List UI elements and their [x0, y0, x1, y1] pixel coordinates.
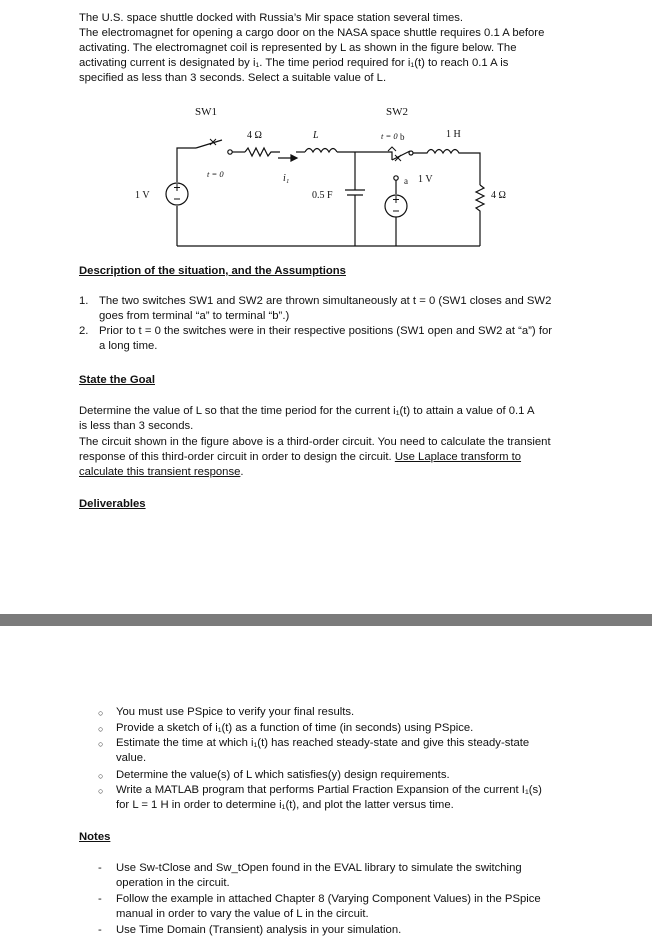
goal-line-link: calculate this transient response.: [79, 466, 244, 478]
deliverable-line: for L = 1 H in order to determine i₁(t), and plot the latter versus time.: [116, 799, 454, 811]
sw1-label: SW1: [195, 106, 217, 118]
inductor-l-label: L: [313, 130, 319, 141]
deliverable-line: Determine the value(s) of L which satisfies(y) design requirements.: [116, 769, 450, 781]
sw2-label: SW2: [386, 106, 408, 118]
item-number: 1.: [79, 295, 89, 307]
intro-line: The electromagnet for opening a cargo door on the NASA space shuttle requires 0.1 A before: [79, 27, 545, 39]
terminal-a-label: a: [404, 176, 408, 186]
current-label: i₁: [283, 173, 290, 184]
note-line: Use Time Domain (Transient) analysis in your simulation.: [116, 924, 402, 936]
voltage-source-1: [166, 183, 188, 205]
arrow-head: [291, 155, 297, 161]
inductor-l: [305, 149, 337, 153]
intro-line: The U.S. space shuttle docked with Russia’s Mir space station several times.: [79, 12, 464, 24]
v1-label: 1 V: [135, 190, 150, 201]
capacitor: [345, 190, 365, 195]
intro-line: activating current is designated by i₁. The time period required for i₁(t) to reach 0.1 A is: [79, 57, 509, 69]
deliverables-heading: Deliverables: [79, 498, 146, 510]
resistor-r2: [476, 185, 484, 246]
item-number: 2.: [79, 325, 89, 337]
note-line: Use Sw-tClose and Sw_tOpen found in the EVAL library to simulate the switching: [116, 862, 522, 874]
note-line: operation in the circuit.: [116, 877, 230, 889]
r2-label: 4 Ω: [491, 190, 506, 201]
voltage-source-2: [385, 195, 407, 217]
deliverable-line: Estimate the time at which i₁(t) has reached steady-state and give this steady-state: [116, 737, 530, 749]
laplace-instruction: Use Laplace transform to: [394, 451, 522, 463]
wire: [337, 152, 392, 160]
intro-line: activating. The electromagnet coil is represented by L as shown in the figure below. The: [79, 42, 517, 54]
intro-line: specified as less than 3 seconds. Select a suitable value of L.: [79, 72, 387, 84]
goal-line: Determine the value of L so that the time period for the current i₁(t) to attain a value of 0.1 A: [79, 405, 535, 417]
item-line: Prior to t = 0 the switches were in their respective positions (SW1 open and SW2 at “a”) for: [99, 325, 553, 337]
item-line: goes from terminal “a” to terminal “b”.): [99, 310, 290, 322]
goal-line: is less than 3 seconds.: [79, 420, 194, 432]
goal-heading: State the Goal: [79, 374, 155, 386]
note-line: manual in order to vary the value of L in the circuit.: [116, 908, 369, 920]
goal-line-with-link: [79, 450, 521, 464]
cap-label: 0.5 F: [312, 190, 333, 201]
goal-line: The circuit shown in the figure above is a third-order circuit. You need to calculate the transient: [79, 436, 551, 448]
sw2-t0-label: t = 0: [381, 131, 398, 141]
item-line: a long time.: [99, 340, 158, 352]
wire: [177, 148, 196, 182]
sw1-t0-label: t = 0: [207, 169, 224, 179]
switch-sw1: [196, 139, 245, 154]
note-line: Follow the example in attached Chapter 8 (Varying Component Values) in the PSpice: [116, 893, 541, 905]
deliverable-line: value.: [116, 752, 147, 764]
terminal-b-label: b: [400, 132, 405, 142]
laplace-instruction-cont: calculate this transient response: [79, 466, 241, 478]
goal-text: response of this third-order circuit in order to design the circuit.: [79, 451, 395, 463]
deliverable-line: You must use PSpice to verify your final results.: [116, 706, 355, 718]
circuit-diagram: [0, 0, 652, 260]
v2-label: 1 V: [418, 174, 433, 185]
deliverable-line: Write a MATLAB program that performs Partial Fraction Expansion of the current I₁(s): [116, 784, 542, 796]
r1-label: 4 Ω: [247, 130, 262, 141]
description-heading: Description of the situation, and the Assumptions: [79, 265, 346, 277]
resistor-r1: [245, 148, 280, 156]
inductor-1h-label: 1 H: [446, 129, 461, 140]
notes-heading: Notes: [79, 831, 111, 843]
item-line: The two switches SW1 and SW2 are thrown simultaneously at t = 0 (SW1 closes and SW2: [99, 295, 552, 307]
page-2: ○ You must use PSpice to verify your final results. ○ Provide a sketch of i₁(t) as a function of time (in seconds) using PSpice. ○ Estimate the time at which i₁(t) has reached steady-state and give this steady-state value. ○ Determine the value(s) of L which satisfies(y) design requirements. ○ Write a MATLAB program that performs Partial Fraction Expansion of the current I₁(s) for L = 1 H in order to determine i₁(t), and plot the latter versus time. Notes - Use Sw-tClose and Sw_tOpen found in the EVAL library to simulate the switching operation in the circuit. - Follow the example in attached Chapter 8 (Varying Component Values) in the PSpice manual in order to vary the value of L in the circuit. - Use Time Domain (Transient) analysis in your simulation.: [0, 626, 652, 945]
page-break: [0, 614, 652, 626]
deliverable-line: Provide a sketch of i₁(t) as a function of time (in seconds) using PSpice.: [116, 722, 474, 734]
